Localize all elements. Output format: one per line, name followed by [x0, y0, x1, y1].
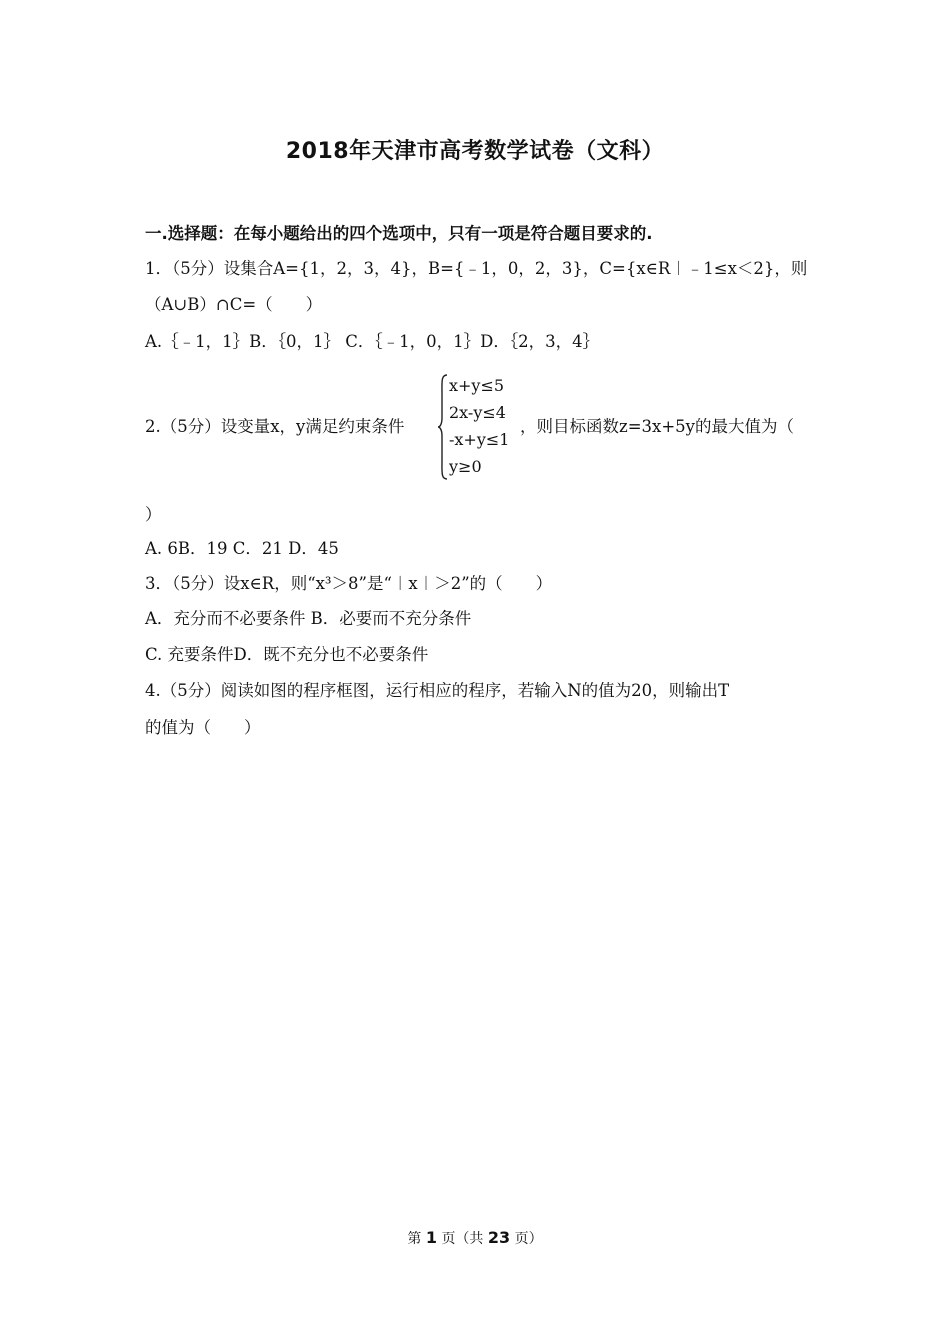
q2-stem-lead: 2.（5分）设变量x，y满足约束条件 — [145, 417, 405, 436]
q3-options-cd: C. 充要条件D．既不充分也不必要条件 — [145, 645, 429, 664]
constraint-1: x+y≤5 — [449, 376, 505, 395]
q1-stem-line2: （A∪B）∩C=（ ） — [145, 295, 323, 314]
footer-suffix: 页） — [514, 1231, 543, 1247]
constraint-4: y≥0 — [449, 457, 482, 476]
section-heading: 一.选择题：在每小题给出的四个选项中，只有一项是符合题目要求的. — [145, 224, 653, 243]
constraint-system — [449, 372, 509, 480]
brace-icon — [437, 374, 449, 480]
constraint-2: 2x-y≤4 — [449, 403, 506, 422]
q2-stem-tail: ，则目标函数z=3x+5y的最大值为（ — [520, 417, 794, 436]
footer-prefix: 第 — [407, 1231, 422, 1247]
q2-stem-close: ） — [145, 505, 162, 524]
footer-total-pages: 23 — [487, 1228, 511, 1247]
page-footer — [0, 1228, 950, 1248]
q3-stem: 3．（5分）设x∈R，则“x³＞8”是“︱x︱＞2”的（ ） — [145, 574, 553, 593]
q1-options: A.｛﹣1，1｝B．｛0，1｝ C．｛﹣1，0，1｝D．｛2，3，4｝ — [145, 332, 600, 351]
q4-stem-line1: 4.（5分）阅读如图的程序框图，运行相应的程序，若输入N的值为20，则输出T — [145, 681, 730, 700]
q1-stem-line1: 1．（5分）设集合A={1，2，3，4}，B={﹣1，0，2，3}，C={x∈R︱﹣1≤x＜2}，则 — [145, 259, 808, 278]
footer-middle: 页（共 — [441, 1231, 484, 1247]
footer-page-number: 1 — [425, 1228, 437, 1247]
q3-options-ab: A．充分而不必要条件 B．必要而不充分条件 — [145, 609, 472, 628]
page-title: 2018年天津市高考数学试卷（文科） — [285, 139, 665, 164]
q2-options: A. 6B．19 C．21 D．45 — [145, 539, 339, 558]
q2-block — [145, 372, 825, 482]
constraint-3: -x+y≤1 — [449, 430, 510, 449]
q4-stem-line2: 的值为（ ） — [145, 718, 261, 737]
